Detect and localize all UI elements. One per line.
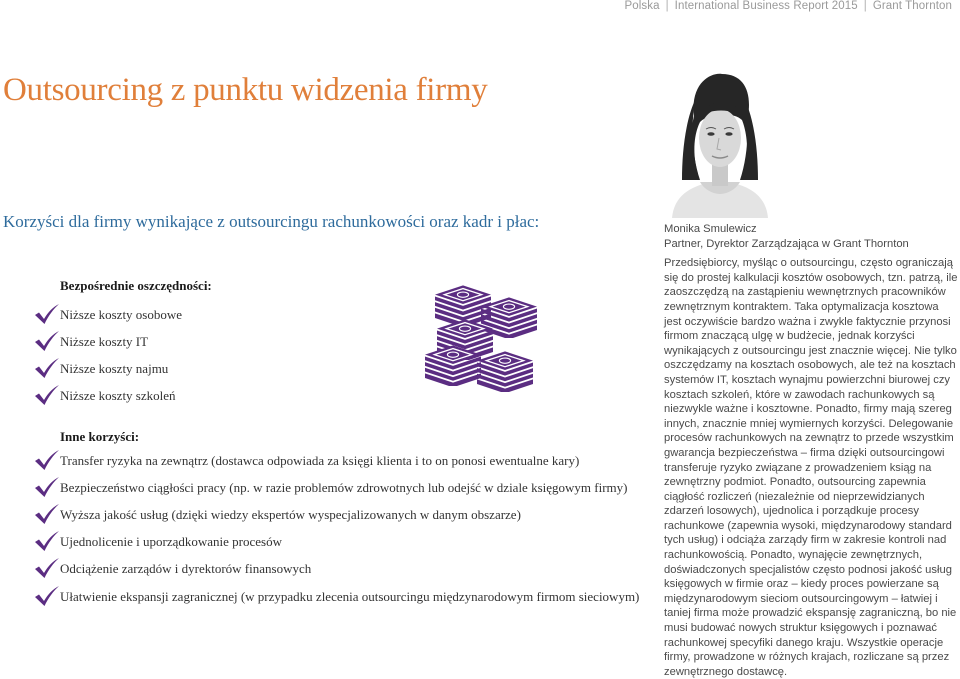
list-item xyxy=(34,447,579,471)
page-header xyxy=(624,0,952,12)
checkmark-icon xyxy=(34,557,60,579)
list-item-text: Odciążenie zarządów i dyrektorów finansowych xyxy=(60,561,312,576)
section-subtitle: Korzyści dla firmy wynikające z outsourcingu rachunkowości oraz kadr i płac: xyxy=(3,212,540,231)
other-benefits-heading: Inne korzyści: xyxy=(60,429,140,444)
person-name: Monika Smulewicz xyxy=(664,223,757,235)
checkmark-icon xyxy=(34,530,60,552)
list-item-text: Wyższa jakość usług (dzięki wiedzy ekspertów wyspecjalizowanych w danym obszarze) xyxy=(60,507,521,522)
checkmark-icon xyxy=(34,330,60,352)
list-item-text: Ujednolicenie i uporządkowanie procesów xyxy=(60,534,283,549)
header-divider: | xyxy=(863,0,867,12)
checkmark-icon xyxy=(34,449,60,471)
checkmark-icon xyxy=(34,384,60,406)
list-item xyxy=(34,528,282,552)
person-photo xyxy=(660,58,780,218)
list-item-text: Ułatwienie ekspansji zagranicznej (w przypadku zlecenia outsourcingu międzynarodowym firmom sieciowym) xyxy=(60,589,640,604)
checkmark-icon xyxy=(34,585,60,607)
list-item-text: Bezpieczeństwo ciągłości pracy (np. w razie problemów zdrowotnych lub odejść w dziale księgowym firmy) xyxy=(60,480,628,495)
list-item-text: Niższe koszty najmu xyxy=(60,361,169,376)
direct-savings-heading: Bezpośrednie oszczędności: xyxy=(60,278,212,293)
list-item-text: Transfer ryzyka na zewnątrz (dostawca odpowiada za księgi klienta i to on ponosi ewentualne kary) xyxy=(60,453,580,468)
list-item-text: Niższe koszty szkoleń xyxy=(60,388,176,403)
list-item xyxy=(34,474,627,498)
list-item xyxy=(34,555,311,579)
header-company: Grant Thornton xyxy=(872,0,952,12)
list-item-text: Niższe koszty IT xyxy=(60,334,149,349)
list-item xyxy=(34,382,176,406)
checkmark-icon xyxy=(34,303,60,325)
quote-text: Przedsiębiorcy, myśląc o outsourcingu, często ograniczają się do prostej kalkulacji kosztów osobowych, tzn. patrzą, ile zaoszczędzą na zastąpieniu wewnętrznych pracowników zewnętrznym kontraktem. Taka optymalizacja kosztowa jest oczywiście bardzo ważna i zwykle faktycznie przynosi firmom znaczącą ulgę w budżecie, jednak korzyści wynikających z outsourcingu jest znacznie więcej. Nie tylko oszczędzamy na kosztach osobowych, ale też na kosztach systemów IT, kosztach wynajmu powierzchni biurowej czy kosztach szkoleń, które w zawodach rachunkowych są niezwykle ważne i kosztowne. Ponadto, firmy mają szereg innych, znacznie mniej wymiernych korzyści. Delegowanie procesów rachunkowych na zewnątrz to przede wszystkim gwarancja bezpieczeństwa – firma dzięki outsourcingowi transferuje ryzyko związane z prowadzeniem ksiąg na zewnętrzny podmiot. Ponadto, outsourcing zapewnia ciągłość rozliczeń (niezależnie od nieprzewidzianych zdarzeń losowych), ujednolica i porządkuje procesy rachunkowe (zapewnia wysoki, międzynarodowy standard tych usług) i odciąża zarządy firm w zakresie kontroli nad rachunkowością. Ponadto, wynajęcie zewnętrznych, doświadczonych specjalistów często podnosi jakość usług księgowych w firmie oraz – kiedy proces powierzane są międzynarodowym sieciom outsourcingowym – łatwiej i taniej firma może prowadzić ekspansję zagraniczną, bo nie musi budować nowych struktur księgowych i poznawać rachunkowej specyfiki danego kraju. Wszystkie operacje firmy, prowadzone w różnych krajach, rozliczane są przez zewnętrznego dostawcę. xyxy=(664,257,958,678)
checkmark-icon xyxy=(34,476,60,498)
page-title: Outsourcing z punktu widzenia firmy xyxy=(3,72,488,108)
person-role: Partner, Dyrektor Zarządzająca w Grant Thornton xyxy=(664,237,909,250)
header-country: Polska xyxy=(624,0,660,12)
money-stack-icon xyxy=(425,282,540,400)
list-item xyxy=(34,355,168,379)
list-item-text: Niższe koszty osobowe xyxy=(60,307,183,322)
list-item xyxy=(34,301,182,325)
header-report: International Business Report 2015 xyxy=(674,0,858,12)
list-item xyxy=(34,583,639,607)
person-quote xyxy=(664,222,958,679)
header-divider: | xyxy=(665,0,669,12)
checkmark-icon xyxy=(34,503,60,525)
checkmark-icon xyxy=(34,357,60,379)
list-item xyxy=(34,328,148,352)
list-item xyxy=(34,501,521,525)
